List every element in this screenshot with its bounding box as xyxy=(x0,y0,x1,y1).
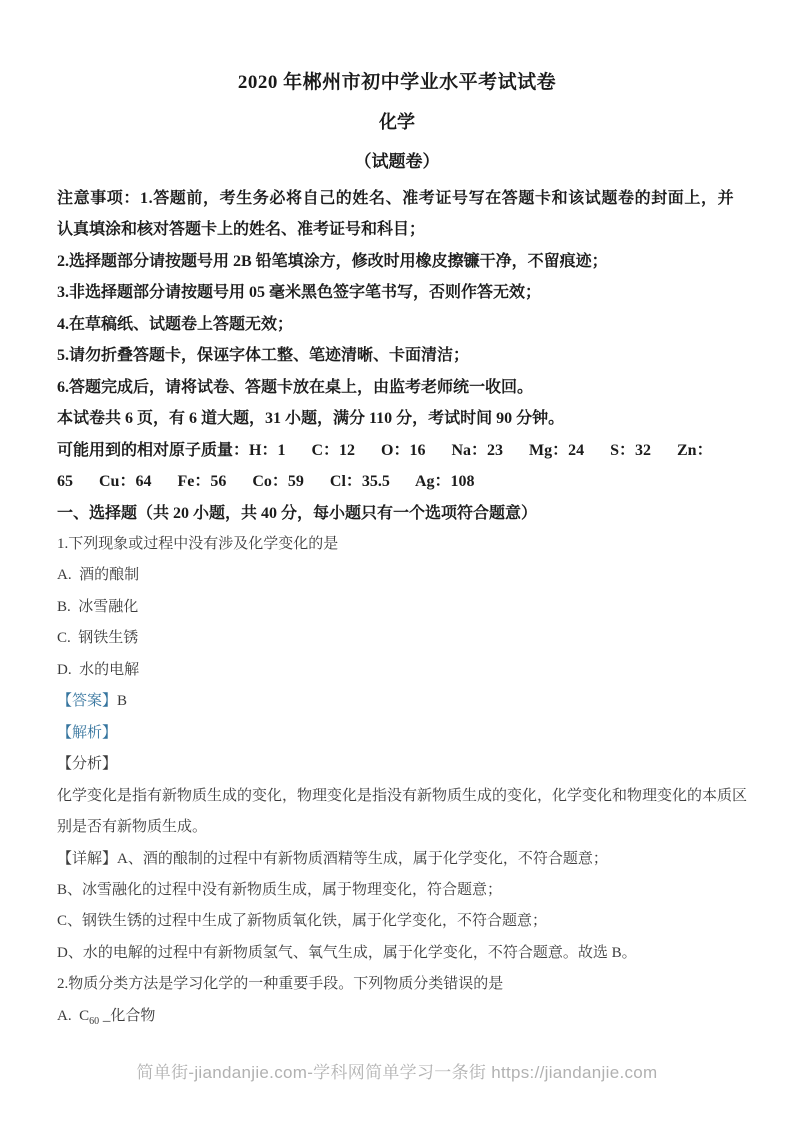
option-a-subscript: 60 xyxy=(89,1015,100,1027)
paper-summary: 本试卷共 6 页，有 6 道大题，31 小题，满分 110 分，考试时间 90 分钟。 xyxy=(57,410,565,428)
atomic-mass-line-1: 可能用到的相对原子质量：H：1 C：12 O：16 Na：23 Mg：24 S：32 Zn： xyxy=(57,441,713,459)
analysis-line-1: 化学变化是指有新物质生成的变化，物理变化是指没有新物质生成的变化，化学变化和物理变化的本质区 xyxy=(57,787,748,804)
notice-item-5: 5.请勿折叠答题卡，保诬字体工整、笔迹清晰、卡面清洁； xyxy=(57,347,470,365)
detail-line-b: B、冰雪融化的过程中没有新物质生成，属于物理变化，符合题意； xyxy=(57,881,503,898)
answer-line xyxy=(57,686,737,717)
fenxi-label: 【分析】 xyxy=(57,756,118,773)
analysis-line-2: 别是否有新物质生成。 xyxy=(57,819,208,836)
notice-item-3: 3.非选择题部分请按题号用 05 毫米黑色签字笔书写，否则作答无效； xyxy=(57,284,542,302)
subject-title: 化学 xyxy=(379,112,415,132)
question-1-stem: 1.下列现象或过程中没有涉及化学变化的是 xyxy=(57,535,339,552)
answer-value: B xyxy=(117,693,128,710)
detail-line-a: 【详解】A、酒的酿制的过程中有新物质酒精等生成，属于化学变化，不符合题意； xyxy=(57,850,608,867)
notice-item-6: 6.答题完成后，请将试卷、答题卡放在桌上，由监考老师统一收回。 xyxy=(57,378,534,396)
question-1-option-d: D. 水的电解 xyxy=(57,661,140,678)
answer-label: 【答案】 xyxy=(57,693,118,710)
option-a-suffix: _化合物 xyxy=(99,1007,156,1024)
question-1-option-a: A. 酒的酿制 xyxy=(57,567,140,584)
detail-line-c: C、钢铁生锈的过程中生成了新物质氧化铁，属于化学变化，不符合题意； xyxy=(57,913,548,930)
atomic-mass-line-2: 65 Cu：64 Fe：56 Co：59 Cl：35.5 Ag：108 xyxy=(57,473,475,491)
jiexi-label: 【解析】 xyxy=(57,724,118,741)
notice-line-1: 注意事项：1.答题前，考生务必将自己的姓名、准考证号写在答题卡和该试题卷的封面上，并 xyxy=(57,190,735,207)
question-2-option-a xyxy=(57,1001,737,1032)
notice-item-4: 4.在草稿纸、试题卷上答题无效； xyxy=(57,315,294,333)
option-a-prefix: A. C xyxy=(57,1007,90,1024)
question-2-stem: 2.物质分类方法是学习化学的一种重要手段。下列物质分类错误的是 xyxy=(57,976,504,993)
page-title: 2020 年郴州市初中学业水平考试试卷 xyxy=(237,72,557,93)
jiexi-line xyxy=(57,718,737,749)
watermark-footer: 简单街-jiandanjie.com-学科网简单学习一条街 https://jiandanjie.com xyxy=(136,1063,658,1083)
notice-item-2: 2.选择题部分请按题号用 2B 铅笔填涂方，修改时用橡皮擦镰干净，不留痕迹； xyxy=(57,252,608,270)
paper-type-label: （试题卷） xyxy=(354,152,440,171)
notice-line-2: 认真填涂和核对答题卡上的姓名、准考证号和科目； xyxy=(57,221,426,239)
question-1-option-b: B. 冰雪融化 xyxy=(57,598,139,615)
section-1-header: 一、选择题（共 20 小题，共 40 分，每小题只有一个选项符合题意） xyxy=(57,504,538,522)
detail-line-d: D、水的电解的过程中有新物质氢气、氧气生成，属于化学变化，不符合题意。故选 B。 xyxy=(57,944,637,961)
question-1-option-c: C. 钢铁生锈 xyxy=(57,630,139,647)
fenxi-line xyxy=(57,749,737,780)
